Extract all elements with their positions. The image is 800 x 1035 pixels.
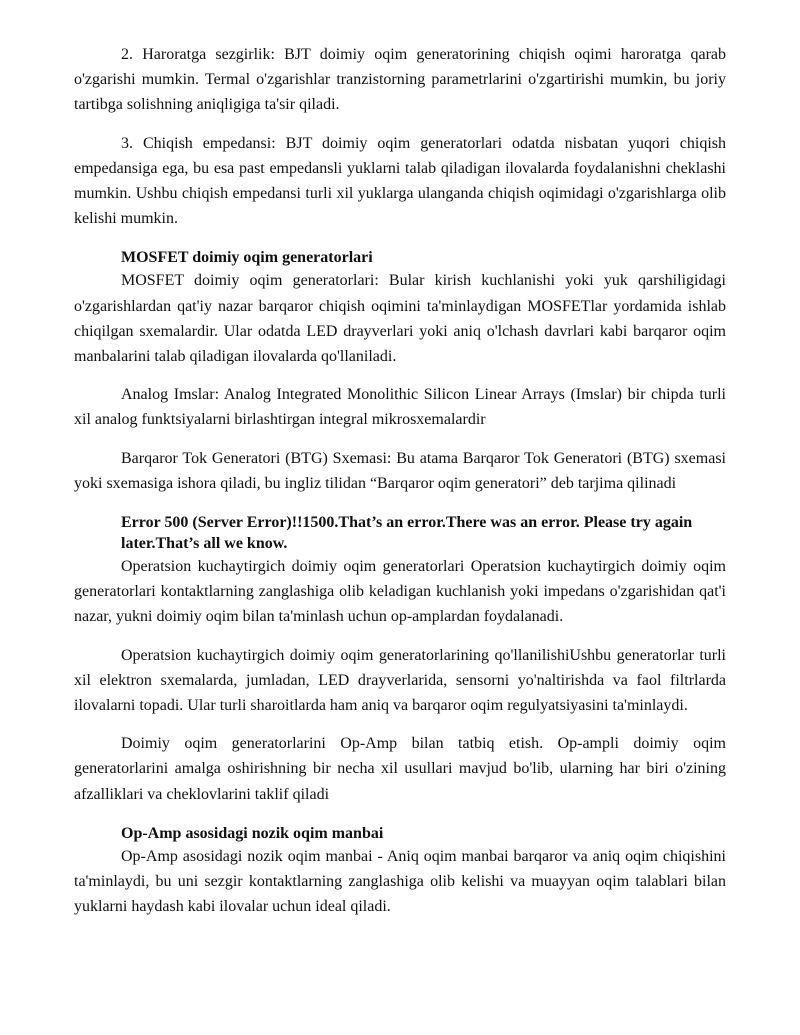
paragraph-opamp-generators: Operatsion kuchaytirgich doimiy oqim generatorlari Operatsion kuchaytirgich doimiy oqim generatorlari kontaktlarning zanglashiga olib keladigan kuchlanish yoki impedans o'zgarishidan qat'i nazar, yukni doimiy oqim bilan ta'minlash uchun op-amplardan foydalanadi. [74, 558, 726, 626]
paragraph-opamp-implementation: Doimiy oqim generatorlarini Op-Amp bilan tatbiq etish. Op-ampli doimiy oqim generatorlarini amalga oshirishning bir necha xil usullari mavjud bo'lib, ularning har biri o'zining afzalliklari va cheklovlarini taklif qiladi [74, 735, 726, 803]
heading-error: Error 500 (Server Error)!!1500.That’s an error.There was an error. Please try again later.That’s all we know. [121, 514, 693, 553]
paragraph-output-impedance: 3. Chiqish empedansi: BJT doimiy oqim generatorlari odatda nisbatan yuqori chiqish empedansiga ega, bu esa past empedansli yuklarni talab qiladigan ilovalarda foydalanishni cheklashi mumkin. Ushbu chiqish empedansi turli xil yuklarga ulanganda chiqish oqimidagi o'zgarishlarga olib kelishi mumkin. [74, 134, 726, 228]
paragraph-temperature-sensitivity: 2. Haroratga sezgirlik: BJT doimiy oqim generatorining chiqish oqimi haroratga qarab o'zgarishi mumkin. Termal o'zgarishlar tranzistorning parametrlarini o'zgartirishi mumkin, bu joriy tartibga solishning aniqligiga ta'sir qiladi. [74, 46, 726, 114]
heading-mosfet: MOSFET doimiy oqim generatorlari [121, 249, 373, 267]
paragraph-btg: Barqaror Tok Generatori (BTG) Sxemasi: Bu atama Barqaror Tok Generatori (BTG) sxemasi yoki sxemasiga ishora qiladi, bu ingliz tilidan “Barqaror oqim generatori” deb tarjima qilinadi [74, 449, 726, 492]
paragraph-analog-imslar: Analog Imslar: Analog Integrated Monolithic Silicon Linear Arrays (Imslar) bir chipda turli xil analog funktsiyalarni birlashtirgan integral mikrosxemalardir [74, 386, 726, 429]
paragraph-opamp-source: Op-Amp asosidagi nozik oqim manbai - Aniq oqim manbai barqaror va aniq oqim chiqishini ta'minlaydi, bu uni sezgir kontaktlarning zanglashiga olib kelishi va muayyan oqim talablari bilan yuklarni haydash kabi ilovalar uchun ideal qiladi. [74, 847, 726, 916]
heading-opamp-source: Op-Amp asosidagi nozik oqim manbai [121, 824, 384, 842]
paragraph-opamp-applications: Operatsion kuchaytirgich doimiy oqim generatorlarining qo'llanilishiUshbu generatorlar turli xil elektron sxemalarda, jumladan, LED drayverlarida, sensorni yo'naltirishda va faol filtrlarda ilovalarni topadi. Ular turli sharoitlarda ham aniq va barqaror oqim regulyatsiyasini ta'minlaydi. [74, 646, 726, 715]
paragraph-mosfet: MOSFET doimiy oqim generatorlari: Bular kirish kuchlanishi yoki yuk qarshiligidagi o'zgarishlardan qat'iy nazar barqaror chiqish oqimini ta'minlaydigan MOSFETlar yordamida ishlab chiqilgan sxemalardir. Ular odatda LED drayverlari yoki aniq o'lchash davrlari kabi barqaror oqim manbalarini talab qiladigan ilovalarda qo'llaniladi. [74, 272, 726, 366]
